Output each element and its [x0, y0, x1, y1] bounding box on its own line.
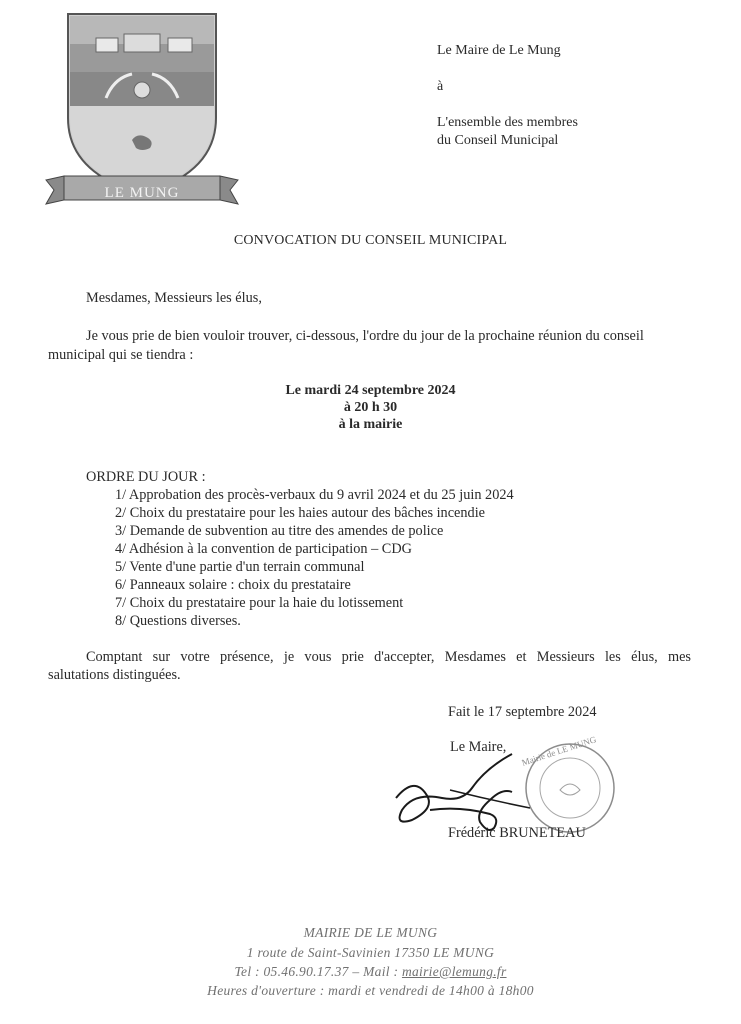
- footer-contact: [0, 963, 741, 980]
- document-date: Fait le 17 septembre 2024: [448, 704, 597, 720]
- agenda-heading: ORDRE DU JOUR :: [86, 469, 206, 485]
- footer-hours: Heures d'ouverture : mardi et vendredi de 14h00 à 18h00: [207, 983, 534, 998]
- meeting-date: Le mardi 24 septembre 2024: [285, 383, 456, 398]
- agenda-item: 7/ Choix du prestataire pour la haie du lotissement: [115, 595, 404, 611]
- recipient-line-2: du Conseil Municipal: [437, 133, 559, 148]
- signatory-role: Le Maire,: [450, 739, 507, 755]
- footer-address: 1 route de Saint-Savinien 17350 LE MUNG: [246, 945, 495, 960]
- salutation: Mesdames, Messieurs les élus,: [86, 290, 262, 306]
- footer-phone: Tel : 05.46.90.17.37 – Mail :: [234, 964, 402, 979]
- intro-line-1: Je vous prie de bien vouloir trouver, ci-dessous, l'ordre du jour de la prochaine réunion du conseil: [86, 328, 644, 344]
- meeting-time: à 20 h 30: [343, 400, 398, 415]
- town-crest-logo: [44, 8, 240, 208]
- agenda-item: 5/ Vente d'une partie d'un terrain communal: [115, 559, 365, 575]
- agenda-item: 8/ Questions diverses.: [115, 613, 241, 629]
- footer-email-link[interactable]: mairie@lemung.fr: [401, 964, 507, 979]
- agenda-item: 6/ Panneaux solaire : choix du prestataire: [115, 577, 351, 593]
- agenda-item: 2/ Choix du prestataire pour les haies autour des bâches incendie: [115, 505, 486, 521]
- meeting-place: à la mairie: [338, 417, 403, 432]
- stamp-text: Mairie de LE MUNG: [520, 734, 598, 768]
- crest-banner-text: LE MUNG: [104, 185, 180, 201]
- footer-org-name: MAIRIE DE LE MUNG: [303, 925, 438, 940]
- sender-line: Le Maire de Le Mung: [437, 43, 561, 58]
- closing-line-2: salutations distinguées.: [48, 667, 181, 683]
- intro-line-2: municipal qui se tiendra :: [48, 347, 194, 363]
- signatory-name: Frédéric BRUNETEAU: [448, 825, 586, 841]
- recipient-line-1: L'ensemble des membres: [437, 115, 578, 130]
- document-title: CONVOCATION DU CONSEIL MUNICIPAL: [233, 233, 508, 248]
- agenda-item: 4/ Adhésion à la convention de participation – CDG: [115, 541, 412, 557]
- closing-line-1: Comptant sur votre présence, je vous prie d'accepter, Mesdames et Messieurs les élus, mes: [86, 649, 691, 665]
- agenda-item: 3/ Demande de subvention au titre des amendes de police: [115, 523, 444, 539]
- sender-to-line: à: [437, 79, 444, 94]
- agenda-item: 1/ Approbation des procès-verbaux du 9 avril 2024 et du 25 juin 2024: [115, 487, 514, 503]
